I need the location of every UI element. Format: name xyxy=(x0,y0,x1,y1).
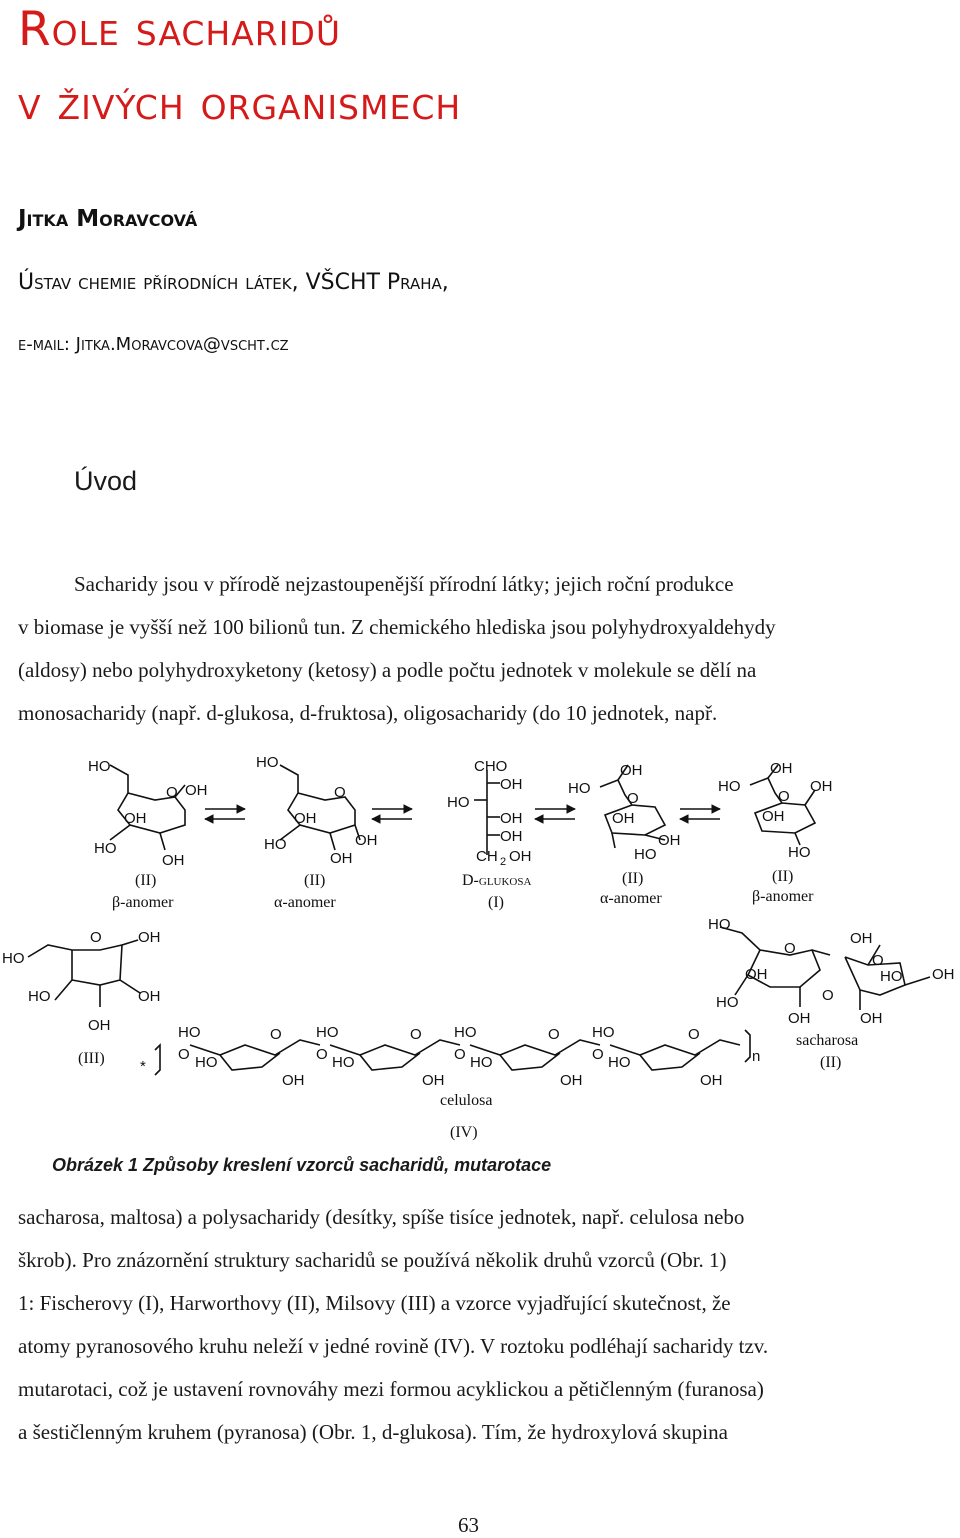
atom-label: OH xyxy=(294,810,317,827)
atom-label: HO xyxy=(264,836,287,853)
atom-label: OH xyxy=(282,1072,305,1089)
atom-label: HO xyxy=(718,778,741,795)
atom-label: O xyxy=(688,1026,700,1043)
paragraph-2-line-5: mutarotaci, což je ustavení rovnováhy mezi formou acyklickou a pětičlenným (furanosa) xyxy=(18,1377,764,1401)
atom-label: OH xyxy=(138,988,161,1005)
atom-label: HO xyxy=(94,840,117,857)
atom-label: OH xyxy=(124,810,147,827)
atom-label: OH xyxy=(810,778,833,795)
paragraph-1-line-3: (aldosy) nebo polyhydroxyketony (ketosy) a podle počtu jednotek v molekule se dělí na xyxy=(18,658,757,682)
atom-label: HO xyxy=(447,794,470,811)
label-I: (I) xyxy=(488,894,504,911)
atom-label: O xyxy=(778,788,790,805)
atom-label: HO xyxy=(316,1024,339,1041)
atom-label: OH xyxy=(509,848,532,865)
atom-label: O xyxy=(627,790,639,807)
atom-label: O xyxy=(872,952,884,969)
fischer-projection xyxy=(474,770,500,855)
atom-label: HO xyxy=(592,1024,615,1041)
atom-label: CHO xyxy=(474,758,508,775)
paragraph-1-line-2: v biomase je vyšší než 100 bilionů tun. Z chemického hlediska jsou polyhydroxyaldehydy xyxy=(18,615,776,639)
structure-diagram xyxy=(0,745,960,1165)
atom-label: O xyxy=(334,784,346,801)
label-II: (II) xyxy=(772,868,794,885)
paragraph-1-line-4: monosacharidy (např. d-glukosa, d-fruktosa), oligosacharidy (do 10 jednotek, např. xyxy=(18,701,718,725)
email-address: e-mail: Jitka.Moravcova@vscht.cz xyxy=(18,334,289,355)
page-number: 63 xyxy=(458,1513,479,1537)
atom-label: OH xyxy=(932,966,955,983)
paragraph-2-line-6: a šestičlenným kruhem (pyranosa) (Obr. 1, d-glukosa). Tím, že hydroxylová skupina xyxy=(18,1420,728,1444)
atom-label: OH xyxy=(860,1010,883,1027)
label-d-glukosa: D-glukosa xyxy=(462,872,532,889)
paragraph-2-line-2: škrob). Pro znázornění struktury sacharidů se používá několik druhů vzorců (Obr. 1) xyxy=(18,1248,727,1272)
title-line-2: v živých organismech xyxy=(18,76,462,131)
atom-label: OH xyxy=(162,852,185,869)
label-II: (II) xyxy=(135,872,157,889)
haworth-beta-pyranose xyxy=(110,765,185,850)
cellulose-chain xyxy=(155,1030,750,1075)
atom-label: OH xyxy=(500,776,523,793)
atom-label: HO xyxy=(708,916,731,933)
atom-label: O xyxy=(822,987,834,1004)
atom-label: OH xyxy=(138,929,161,946)
paragraph-2-line-3: 1: Fischerovy (I), Harworthovy (II), Milsovy (III) a vzorce vyjadřující skutečnost, že xyxy=(18,1291,731,1315)
atom-label: HO xyxy=(454,1024,477,1041)
atom-label: OH xyxy=(850,930,873,947)
atom-label: OH xyxy=(620,762,643,779)
institution: Ústav chemie přírodních látek, VŠCHT Praha, xyxy=(18,270,449,295)
atom-label: OH xyxy=(700,1072,723,1089)
label-II: (II) xyxy=(622,870,644,887)
paragraph-1-line-1: Sacharidy jsou v přírodě nejzastoupenější přírodní látky; jejich roční produkce xyxy=(74,572,734,596)
atom-label: HO xyxy=(88,758,111,775)
atom-label: OH xyxy=(658,832,681,849)
label-star: * xyxy=(140,1058,146,1075)
atom-label: OH xyxy=(560,1072,583,1089)
atom-label: CH xyxy=(476,848,498,865)
atom-label: OH xyxy=(745,966,768,983)
equilibrium-arrows-2 xyxy=(372,809,412,819)
section-heading: Úvod xyxy=(74,466,138,496)
atom-label: HO xyxy=(880,968,903,985)
atom-label: OH xyxy=(355,832,378,849)
atom-label: O xyxy=(178,1046,190,1063)
label-sacharosa: sacharosa xyxy=(796,1032,859,1049)
author-name: Jitka Moravcová xyxy=(18,206,198,232)
atom-label: OH xyxy=(500,828,523,845)
haworth-alpha-pyranose xyxy=(280,765,360,850)
atom-label: HO xyxy=(470,1054,493,1071)
label-n: n xyxy=(752,1048,761,1065)
atom-label: O xyxy=(592,1046,604,1063)
atom-label: O xyxy=(784,940,796,957)
atom-label: OH xyxy=(612,810,635,827)
atom-label: O xyxy=(316,1046,328,1063)
atom-label: O xyxy=(90,929,102,946)
atom-label: HO xyxy=(568,780,591,797)
atom-label: HO xyxy=(634,846,657,863)
atom-label: OH xyxy=(762,808,785,825)
atom-label: OH xyxy=(770,760,793,777)
label-beta-anomer: β-anomer xyxy=(112,894,174,911)
atom-label: HO xyxy=(788,844,811,861)
atom-label: O xyxy=(454,1046,466,1063)
atom-label: O xyxy=(166,784,178,801)
atom-label: OH xyxy=(185,782,208,799)
paragraph-2-line-4: atomy pyranosového kruhu neleží v jedné rovině (IV). V roztoku podléhají sacharidy tzv. xyxy=(18,1334,769,1358)
haworth-beta-furanose xyxy=(750,765,815,845)
atom-label: HO xyxy=(332,1054,355,1071)
atom-label: O xyxy=(548,1026,560,1043)
equilibrium-arrows-1 xyxy=(205,809,245,819)
atom-label: O xyxy=(410,1026,422,1043)
label-II: (II) xyxy=(820,1054,842,1071)
atom-label: HO xyxy=(716,994,739,1011)
atom-label: OH xyxy=(330,850,353,867)
atom-label: HO xyxy=(608,1054,631,1071)
paragraph-2-line-1: sacharosa, maltosa) a polysacharidy (desítky, spíše tisíce jednotek, např. celulosa nebo xyxy=(18,1205,745,1229)
label-alpha-anomer: α-anomer xyxy=(274,894,336,911)
atom-label: HO xyxy=(178,1024,201,1041)
atom-label: OH xyxy=(88,1017,111,1034)
atom-label: HO xyxy=(28,988,51,1005)
atom-label: HO xyxy=(256,754,279,771)
atom-label: HO xyxy=(2,950,25,967)
label-IV: (IV) xyxy=(450,1124,478,1141)
atom-label: HO xyxy=(195,1054,218,1071)
atom-label: O xyxy=(270,1026,282,1043)
label-celulosa: celulosa xyxy=(440,1092,493,1109)
atom-subscript: 2 xyxy=(500,856,507,868)
atom-label: OH xyxy=(788,1010,811,1027)
atom-label: OH xyxy=(500,810,523,827)
equilibrium-arrows-3 xyxy=(535,809,575,819)
label-II: (II) xyxy=(304,872,326,889)
label-III: (III) xyxy=(78,1050,105,1067)
title-line-1: Role sacharidů xyxy=(18,2,342,57)
figure-caption: Obrázek 1 Způsoby kreslení vzorců sacharidů, mutarotace xyxy=(52,1155,552,1175)
figure-saccharide-structures xyxy=(0,745,960,1165)
label-beta-anomer: β-anomer xyxy=(752,888,814,905)
label-alpha-anomer: α-anomer xyxy=(600,890,662,907)
equilibrium-arrows-4 xyxy=(680,809,720,819)
atom-label: OH xyxy=(422,1072,445,1089)
